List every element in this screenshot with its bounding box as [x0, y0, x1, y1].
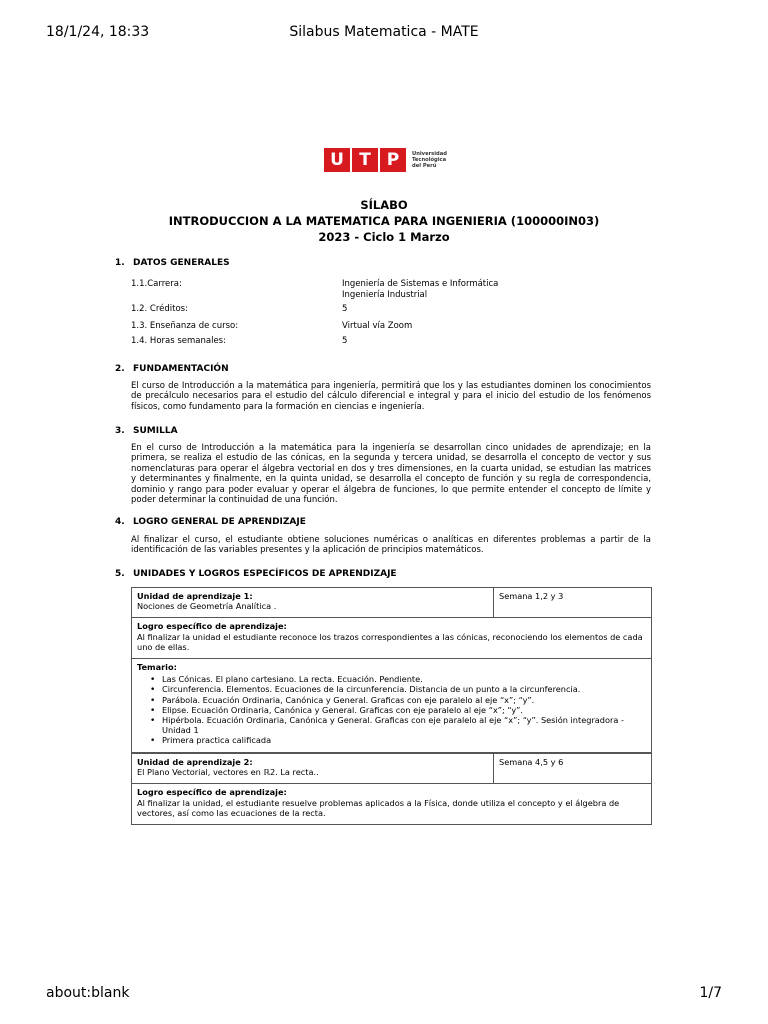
- datos-ensenanza-row: 1.3. Enseñanza de curso: Virtual vía Zoom: [131, 321, 413, 331]
- unit-2-weeks: Semana 4,5 y 6: [494, 754, 652, 784]
- unit-1-temario-list: [162, 674, 646, 745]
- carrera-value-2: Ingeniería Industrial: [342, 289, 428, 300]
- print-page-title: Silabus Matematica - MATE: [289, 24, 479, 40]
- temario-item: • Circunferencia. Elementos. Ecuaciones de la circunferencia. Distancia de un punto a la circunferencia.: [162, 684, 646, 694]
- course-period: 2023 - Ciclo 1 Marzo: [318, 230, 450, 244]
- section-heading-datos-generales: 1. DATOS GENERALES: [115, 258, 230, 268]
- print-url: about:blank: [46, 985, 130, 1001]
- temario-item: • Parábola. Ecuación Ordinaria, Canónica y General. Graficas con eje paralelo al eje “x”; “y”.: [162, 695, 646, 705]
- unit-1-temario-label: Temario:: [137, 662, 177, 673]
- datos-creditos-row: 1.2. Créditos: 5: [131, 304, 348, 314]
- document-title-block: [0, 197, 768, 245]
- carrera-value-1: Ingeniería de Sistemas e Informática: [342, 279, 499, 289]
- print-header: [46, 24, 722, 42]
- unit-2-logro-label: Logro específico de aprendizaje:: [137, 787, 287, 798]
- creditos-value: 5: [342, 304, 348, 314]
- temario-item: • Primera practica calificada: [162, 735, 646, 745]
- temario-item: • Elipse. Ecuación Ordinaria, Canónica y General. Graficas con eje paralelo al eje “x”; “y”.: [162, 705, 646, 715]
- unit-2-logro: Al finalizar la unidad, el estudiante resuelve problemas aplicados a la Física, donde utiliza el concepto y el álgebra de vectores, así como las ecuaciones de la recta.: [137, 797, 620, 818]
- logro-general-paragraph: Al finalizar el curso, el estudiante obtiene soluciones numéricas o analíticas en diferentes problemas a partir de la identificación de las variables presentes y la aplicación de principios matemáticos.: [131, 535, 651, 556]
- sumilla-paragraph: En el curso de Introducción a la matemática para la ingeniería se desarrollan cinco unidades de aprendizaje; en la primera, se realiza el estudio de las cónicas, en la segunda y tercera unidad, se desarrolla el concepto de vector y sus nomenclaturas para operar el álgebra vectorial en dos y tres dimensiones, en la cuarta unidad, se estudian las matrices y determinantes y finalmente, en la quinta unidad, se desarrolla el concepto de función y su regla de correspondencia, dominio y rango para poder evaluar y operar el álgebra de funciones, lo que permite entender el concepto de límite y poder determinar la continuidad de una función.: [131, 443, 651, 506]
- logo-university-name: Universidad Tecnológica del Perú: [412, 151, 447, 169]
- unit-2-header-row: [132, 754, 652, 784]
- unit-1-table: [131, 587, 652, 753]
- print-timestamp: 18/1/24, 18:33: [46, 24, 150, 40]
- unit-1-header-row: [132, 588, 652, 618]
- unit-1-label: Unidad de aprendizaje 1:: [137, 591, 253, 601]
- datos-horas-row: 1.4. Horas semanales: 5: [131, 336, 348, 346]
- logo-letter-t: T: [352, 148, 378, 172]
- logo-letter-p: P: [380, 148, 406, 172]
- print-footer: [46, 985, 722, 1003]
- section-heading-unidades: 5. UNIDADES Y LOGROS ESPECÍFICOS DE APRENDIZAJE: [115, 569, 397, 579]
- temario-item: • Hipérbola. Ecuación Ordinaria, Canónica y General. Graficas con eje paralelo al eje “x”; “y”. Sesión integradora - Unidad 1: [162, 715, 646, 735]
- utp-logo: [324, 148, 447, 172]
- datos-carrera-row: 1.1.Carrera: Ingeniería de Sistemas e Informática Ingeniería Industrial: [131, 279, 499, 300]
- section-heading-logro-general: 4. LOGRO GENERAL DE APRENDIZAJE: [115, 517, 306, 527]
- document-heading: SÍLABO: [360, 198, 408, 212]
- unit-1-logro: Al finalizar la unidad el estudiante reconoce los trazos correspondientes a las cónicas, reconociendo los elementos de cada uno de ellas.: [137, 631, 643, 652]
- unit-2-name: El Plano Vectorial, vectores en ℝ2. La recta..: [137, 767, 319, 778]
- unit-1-logro-label: Logro específico de aprendizaje:: [137, 621, 287, 632]
- unit-2-table: [131, 753, 652, 825]
- logo-letter-u: U: [324, 148, 350, 172]
- temario-item: • Las Cónicas. El plano cartesiano. La recta. Ecuación. Pendiente.: [162, 674, 646, 684]
- fundamentacion-paragraph: El curso de Introducción a la matemática para ingeniería, permitirá que los y las estudiantes dominen los conocimientos de precálculo necesarios para el estudio del cálculo diferencial e integral y para el inicio del estudio de los fenómenos físicos, como fundamento para la formación en ciencias e ingeniería.: [131, 381, 651, 412]
- print-page-number: 1/7: [699, 985, 722, 1001]
- section-heading-sumilla: 3. SUMILLA: [115, 426, 178, 436]
- ensenanza-value: Virtual vía Zoom: [342, 321, 413, 331]
- course-title: INTRODUCCION A LA MATEMATICA PARA INGENIERIA (100000IN03): [168, 214, 600, 228]
- horas-value: 5: [342, 336, 348, 346]
- unit-1-logro-row: [132, 618, 652, 659]
- unit-1-name: Nociones de Geometría Analítica .: [137, 601, 277, 612]
- unit-1-temario-row: [132, 659, 652, 753]
- unit-2-label: Unidad de aprendizaje 2:: [137, 757, 253, 767]
- section-heading-fundamentacion: 2. FUNDAMENTACIÓN: [115, 364, 229, 374]
- unit-2-logro-row: [132, 784, 652, 825]
- unit-1-weeks: Semana 1,2 y 3: [494, 588, 652, 618]
